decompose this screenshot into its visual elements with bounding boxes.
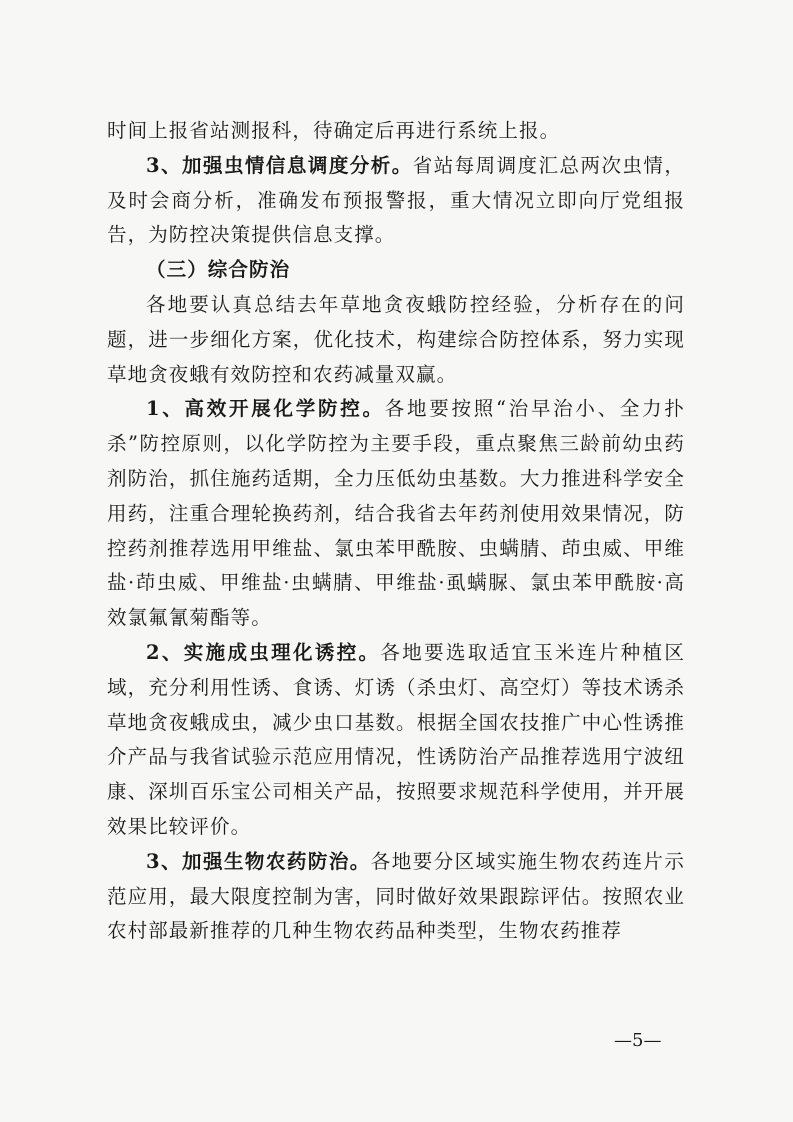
paragraph-3: 各地要认真总结去年草地贪夜蛾防控经验，分析存在的问题，进一步细化方案，优化技术，构建综合防控体系，努力实现草地贪夜蛾有效防控和农药减量双赢。 [107,292,685,386]
paragraph-6-title: 3、加强生物农药防治。 [146,849,371,873]
paragraph-5-title: 2、实施成虫理化诱控。 [146,640,381,664]
body-text [107,114,685,949]
paragraph-4-body: 各地要按照“治早治小、全力扑杀”防控原则，以化学防控为主要手段，重点聚焦三龄前幼虫药剂防治，抓住施药适期，全力压低幼虫基数。大力推进科学安全用药，注重合理轮换药剂，结合我省去年药剂使用效果情况，防控药剂推荐选用甲维盐、氯虫苯甲酰胺、虫螨腈、茚虫威、甲维盐·茚虫威、甲维盐·虫螨腈、甲维盐·虱螨脲、氯虫苯甲酰胺·高效氯氟氰菊酯等。 [107,397,686,630]
paragraph-4 [107,392,685,636]
paragraph-2-body: 省站每周调度汇总两次虫情，及时会商分析，准确发布预报警报，重大情况立即向厅党组报告，为防控决策提供信息支撑。 [107,153,685,247]
paragraph-5-body: 各地要选取适宜玉米连片种植区域，充分利用性诱、食诱、灯诱（杀虫灯、高空灯）等技术诱杀草地贪夜蛾成虫，减少虫口基数。根据全国农技推广中心性诱推介产品与我省试验示范应用情况，性诱防治产品推荐选用宁波纽康、深圳百乐宝公司相关产品，按照要求规范科学使用，并开展效果比较评价。 [107,640,685,838]
section-heading-3: （三）综合防治 [146,258,291,282]
paragraph-6 [107,845,685,949]
paragraph-6-body: 各地要分区域实施生物农药连片示范应用，最大限度控制为害，同时做好效果跟踪评估。按照农业农村部最新推荐的几种生物农药品种类型，生物农药推荐 [107,849,685,943]
page-number: —5— [614,1030,662,1051]
paragraph-2-title: 3、加强虫情信息调度分析。 [146,153,413,177]
paragraph-1: 时间上报省站测报科，待确定后再进行系统上报。 [107,119,561,142]
paragraph-4-title: 1、高效开展化学防控。 [146,397,385,421]
paragraph-2 [107,149,685,253]
paragraph-5 [107,636,685,845]
